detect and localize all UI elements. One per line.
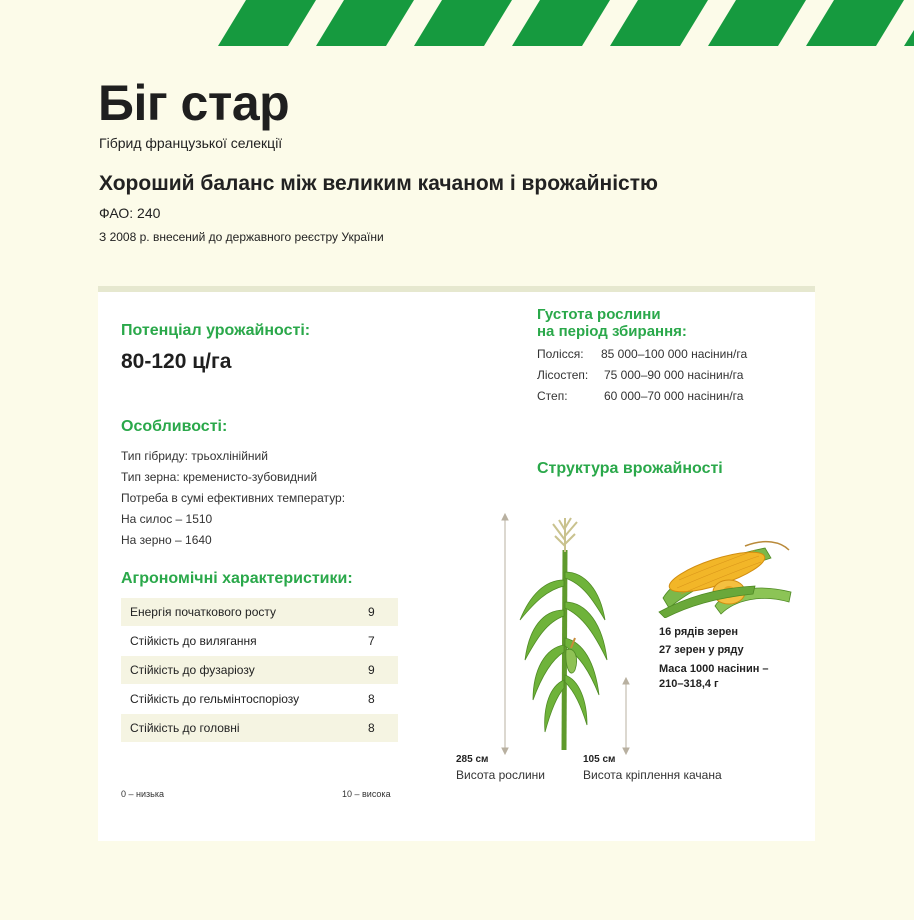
feature-grain-type: Тип зерна: кременисто-зубовидний [121,470,318,484]
table-row [121,685,398,713]
row-value: 9 [368,663,375,677]
density-value: 85 000–100 000 насінин/га [601,347,748,361]
density-value: 75 000–90 000 насінин/га [604,368,744,382]
header-stripes [0,0,914,46]
plant-height-label: Висота рослини [456,768,546,782]
corn-ears-illustration [655,528,795,618]
mass-line2: 210–318,4 г [659,678,719,690]
feature-hybrid-type: Тип гібриду: трьохлінійний [121,449,268,463]
subtitle: Гібрид французької селекції [99,135,283,151]
row-value: 7 [368,634,375,648]
table-row [121,714,398,742]
ear-height-label: Висота кріплення качана [583,768,722,782]
row-value: 9 [368,605,375,619]
fao-value: ФАО: 240 [99,205,161,221]
agro-heading: Агрономічні характеристики: [121,570,353,587]
density-value: 60 000–70 000 насінин/га [604,389,744,403]
density-heading [537,306,687,340]
structure-heading: Структура врожайності [537,460,723,477]
row-value: 8 [368,721,375,735]
row-label: Стійкість до головні [130,721,240,735]
row-value: 8 [368,692,375,706]
row-label: Енергія початкового росту [130,605,276,619]
feature-grain: На зерно – 1640 [121,533,212,547]
row-label: Стійкість до гельмінтоспоріозу [130,692,300,706]
density-zone: Степ: [537,389,568,403]
plant-height-value: 285 см [456,754,489,765]
density-heading-line1: Густота рослини [537,306,661,323]
row-label: Стійкість до вилягання [130,634,257,648]
feature-silage: На силос – 1510 [121,512,213,526]
tagline: Хороший баланс між великим качаном і врожайністю [99,172,658,195]
density-zone: Лісостеп: [537,368,589,382]
ear-height-value: 105 см [583,754,616,765]
feature-temperature: Потреба в сумі ефективних температур: [121,491,346,505]
scale-high-note: 10 – висока [342,789,391,799]
grains-per-row: 27 зерен у ряду [659,644,744,656]
yield-heading: Потенціал урожайності: [121,322,311,339]
table-row [121,598,398,626]
mass-line1: Маса 1000 насінин – [659,663,769,675]
panel-top-border [98,286,815,292]
row-label: Стійкість до фузаріозу [130,663,255,677]
scale-low-note: 0 – низька [121,789,164,799]
table-row [121,656,398,684]
density-heading-line2: на період збирання: [537,323,687,340]
yield-value: 80-120 ц/га [121,350,232,373]
density-zone: Полісся: [537,347,584,361]
table-row [121,627,398,655]
registry-note: З 2008 р. внесений до державного реєстру України [99,230,384,244]
features-heading: Особливості: [121,418,228,435]
ear-rows: 16 рядів зерен [659,626,739,638]
page-title: Біг стар [98,75,290,131]
corn-plant-illustration [495,510,645,755]
